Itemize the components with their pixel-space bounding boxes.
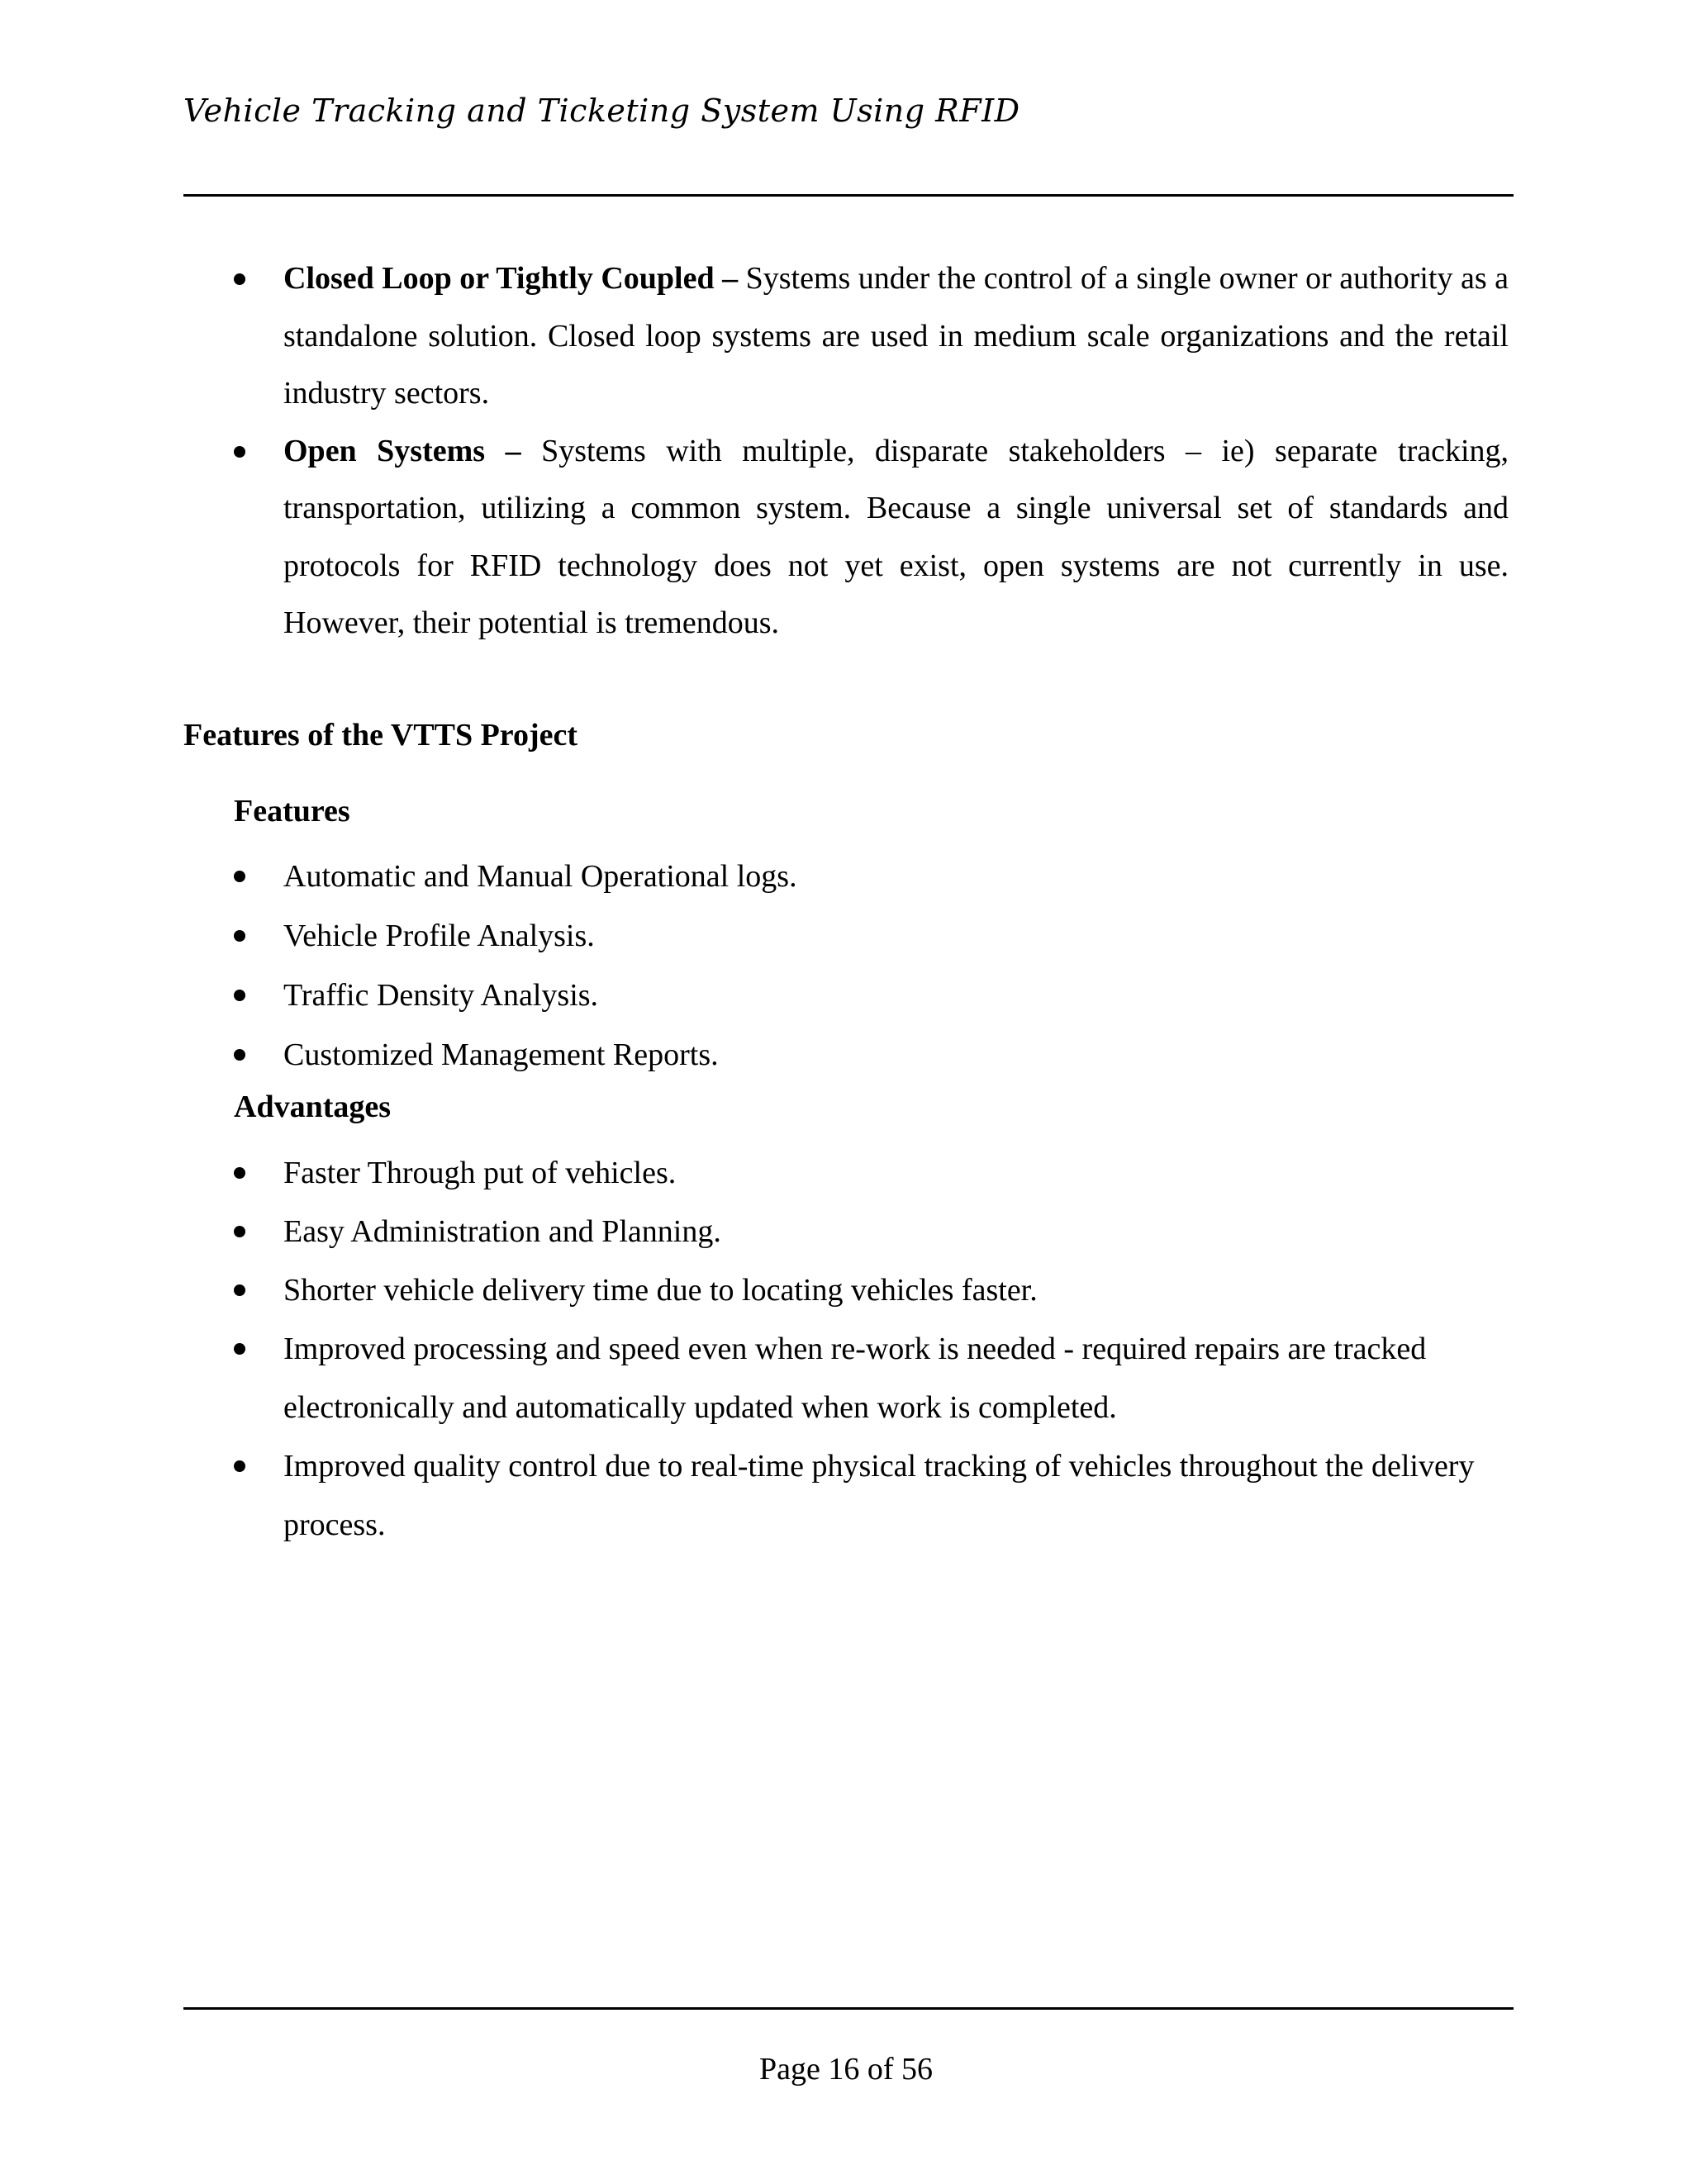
header-rule xyxy=(183,194,1514,197)
list-item-text xyxy=(283,250,1509,423)
list-item xyxy=(0,1203,1509,1261)
list-item-text xyxy=(283,423,1509,653)
bullet-icon xyxy=(234,1284,245,1296)
features-heading: Features xyxy=(234,794,350,828)
list-item-body: Systems under the control of a single owner or authority as a standalone solution. Closed loop systems are used in medium scale organizations and the retail industry sectors. xyxy=(283,261,1509,411)
footer-rule xyxy=(183,2007,1514,2010)
list-item xyxy=(0,1144,1509,1203)
list-item-text: Shorter vehicle delivery time due to locating vehicles faster. xyxy=(283,1273,1038,1308)
list-item xyxy=(0,1026,1509,1085)
list-item-separator: – xyxy=(485,433,542,468)
list-item xyxy=(0,907,1509,966)
bullet-icon xyxy=(234,871,245,882)
advantages-heading: Advantages xyxy=(234,1090,392,1124)
list-item xyxy=(0,1261,1509,1320)
list-item-text: Faster Through put of vehicles. xyxy=(283,1156,677,1190)
list-item xyxy=(0,966,1509,1025)
section-title: Features of the VTTS Project xyxy=(183,718,578,753)
running-header: Vehicle Tracking and Ticketing System Using RFID xyxy=(183,93,1020,129)
list-item-term: Closed Loop or Tightly Coupled xyxy=(283,261,715,296)
list-item-text: Vehicle Profile Analysis. xyxy=(283,919,595,953)
list-item xyxy=(0,423,1509,653)
bullet-icon xyxy=(234,1343,245,1355)
page-number: Page 16 of 56 xyxy=(758,2052,934,2087)
bullet-icon xyxy=(234,990,245,1001)
list-item-term: Open Systems xyxy=(283,433,486,468)
bullet-icon xyxy=(234,1460,245,1472)
list-item xyxy=(0,1437,1509,1555)
list-item-text: Traffic Density Analysis. xyxy=(283,978,599,1013)
list-item-text: Easy Administration and Planning. xyxy=(283,1214,721,1249)
list-item-text: Improved quality control due to real-time physical tracking of vehicles throughout the delivery process. xyxy=(283,1449,1475,1542)
list-item-text: Improved processing and speed even when re-work is needed - required repairs are tracked electronically and automatically updated when work is completed. xyxy=(283,1332,1427,1425)
list-item-text: Customized Management Reports. xyxy=(283,1037,719,1072)
bullet-icon xyxy=(234,930,245,942)
bullet-icon xyxy=(234,273,245,285)
bullet-icon xyxy=(234,446,245,458)
advantages-list xyxy=(0,1144,1692,1555)
features-list xyxy=(0,847,1692,1085)
list-item xyxy=(0,847,1509,906)
list-item-separator: – xyxy=(714,261,746,296)
bullet-icon xyxy=(234,1167,245,1179)
list-item xyxy=(0,250,1509,423)
list-item-text: Automatic and Manual Operational logs. xyxy=(283,859,797,894)
intro-bullet-list xyxy=(0,250,1692,653)
list-item-body: Systems with multiple, disparate stakeholders – ie) separate tracking, transportation, utilizing a common system. Because a single universal set of standards and protocols for RFID technology does not yet exist, open systems are not currently in use. However, their potential is tremendous. xyxy=(283,433,1509,640)
bullet-icon xyxy=(234,1226,245,1237)
list-item xyxy=(0,1320,1509,1437)
bullet-icon xyxy=(234,1049,245,1061)
